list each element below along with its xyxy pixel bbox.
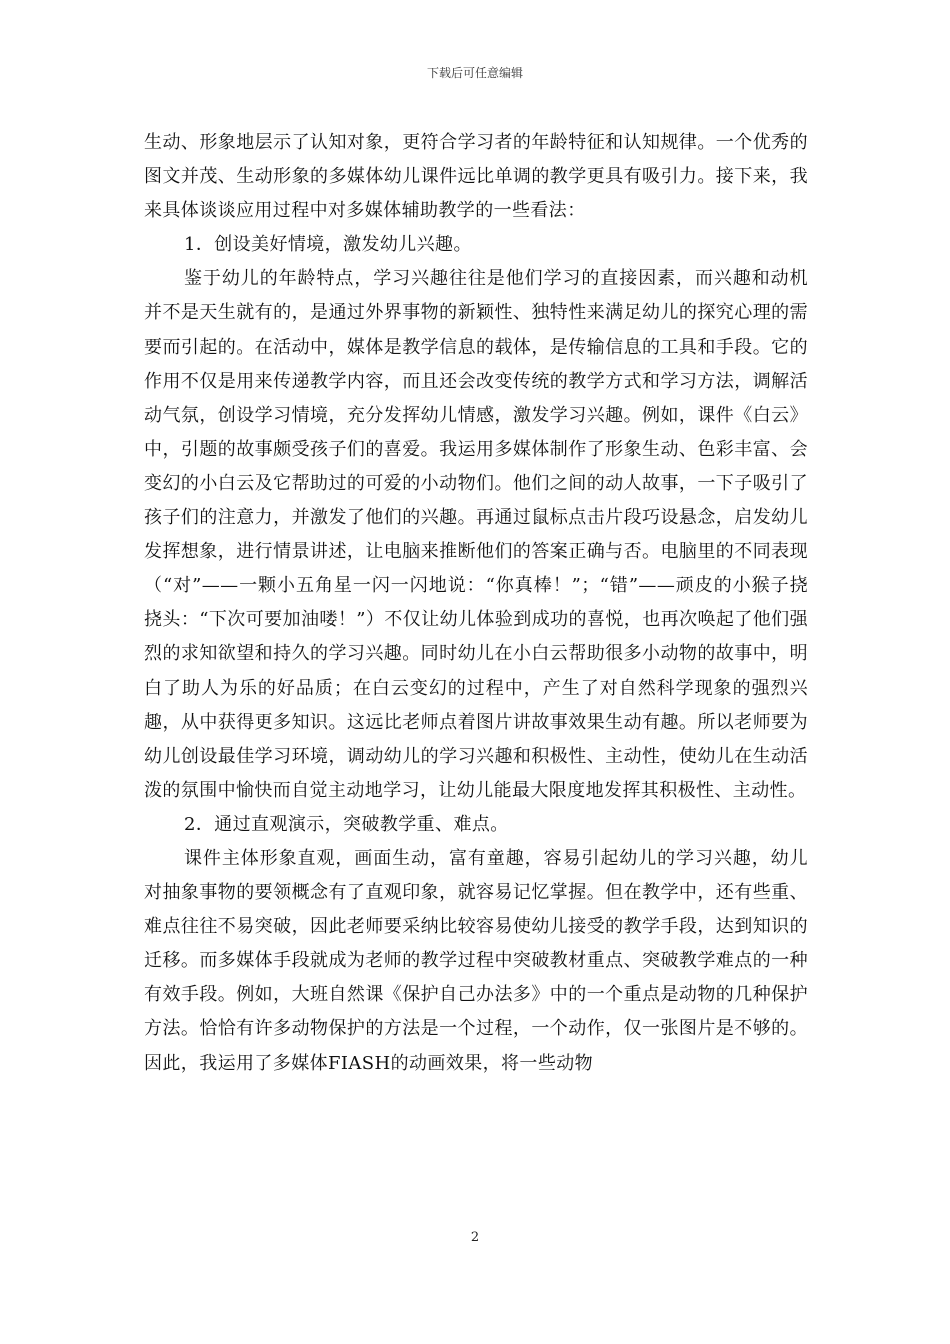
document-body (144, 126, 808, 1081)
paragraph-intro: 生动、形象地层示了认知对象，更符合学习者的年龄特征和认知规律。一个优秀的图文并茂、生动形象的多媒体幼儿课件远比单调的教学更具有吸引力。接下来，我来具体谈谈应用过程中对多媒体辅助教学的一些看法： (144, 132, 808, 222)
page-number: 2 (470, 1230, 480, 1245)
page-header: 下载后可任意编辑 (426, 66, 523, 80)
section-heading-1: 1．创设美好情境，激发幼儿兴趣。 (184, 234, 472, 256)
section-heading-2: 2．通过直观演示，突破教学重、难点。 (184, 813, 509, 835)
paragraph-section-1: 鉴于幼儿的年龄特点，学习兴趣往往是他们学习的直接因素，而兴趣和动机并不是天生就有的，是通过外界事物的新颖性、独特性来满足幼儿的探究心理的需要而引起的。在活动中，媒体是教学信息的载体，是传输信息的工具和手段。它的作用不仅是用来传递教学内容，而且还会改变传统的教学方式和学习方法，调解活动气氛，创设学习情境，充分发挥幼儿情感，激发学习兴趣。例如，课件《白云》中，引题的故事颇受孩子们的喜爱。我运用多媒体制作了形象生动、色彩丰富、会变幻的小白云及它帮助过的可爱的小动物们。他们之间的动人故事，一下子吸引了孩子们的注意力，并激发了他们的兴趣。再通过鼠标点击片段巧设悬念，启发幼儿发挥想象，进行情景讲述，让电脑来推断他们的答案正确与否。电脑里的不同表现（“对”——一颗小五角星一闪一闪地说：“你真棒！”；“错”——顽皮的小猴子挠挠头：“下次可要加油喽！”）不仅让幼儿体验到成功的喜悦，也再次唤起了他们强烈的求知欲望和持久的学习兴趣。同时幼儿在小白云帮助很多小动物的故事中，明白了助人为乐的好品质；在白云变幻的过程中，产生了对自然科学现象的强烈兴趣，从中获得更多知识。这远比老师点着图片讲故事效果生动有趣。所以老师要为幼儿创设最佳学习环境，调动幼儿的学习兴趣和积极性、主动性，使幼儿在生动活泼的氛围中愉快而自觉主动地学习，让幼儿能最大限度地发挥其积极性、主动性。 (144, 268, 808, 801)
paragraph-section-2: 课件主体形象直观，画面生动，富有童趣，容易引起幼儿的学习兴趣，幼儿对抽象事物的要领概念有了直观印象，就容易记忆掌握。但在教学中，还有些重、难点往往不易突破，因此老师要采纳比较容易使幼儿接受的教学手段，达到知识的迁移。而多媒体手段就成为老师的教学过程中突破教材重点、突破教学难点的一种有效手段。例如，大班自然课《保护自己办法多》中的一个重点是动物的几种保护方法。恰恰有许多动物保护的方法是一个过程，一个动作，仅一张图片是不够的。因此，我运用了多媒体FIASH的动画效果，将一些动物 (144, 847, 808, 1074)
